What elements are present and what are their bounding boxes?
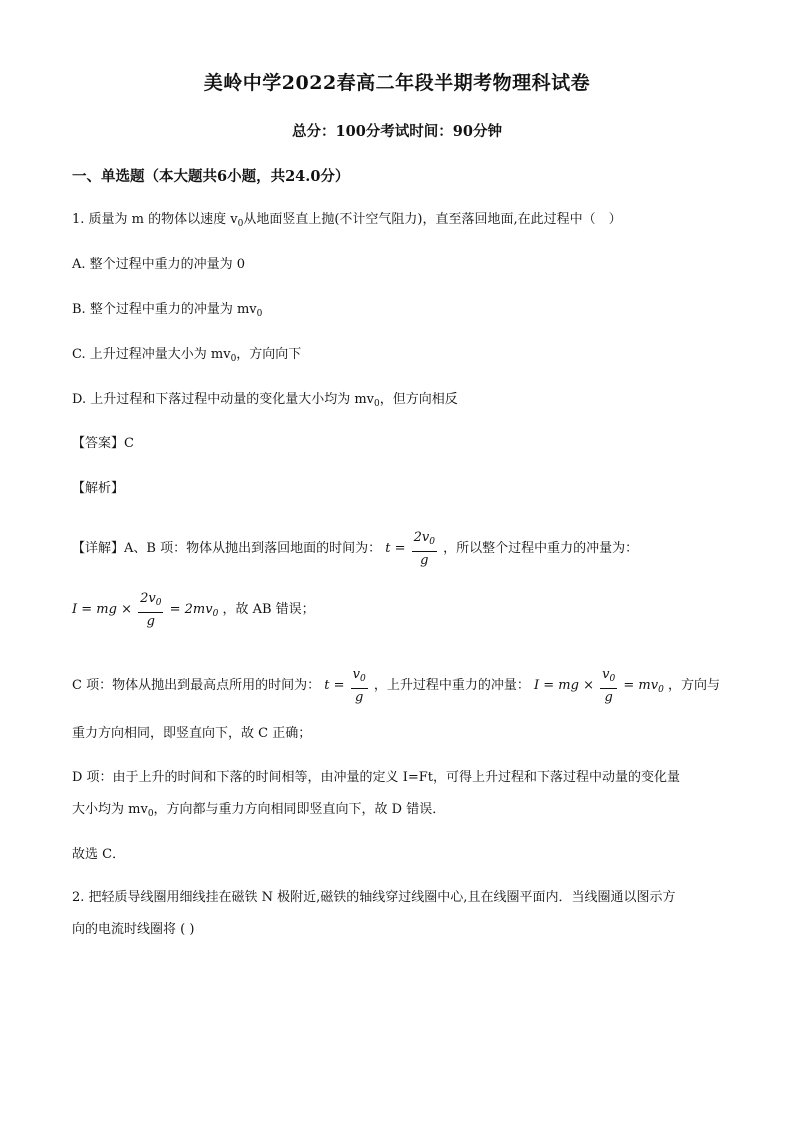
q1-detail-line-1: 【详解】A、B 项：物体从抛出到落回地面的时间为： t = $\frac{2v_0}{g}$ ，所以整个过程中重力的冲量为： [72,529,639,568]
fraction-v0-over-g: $\frac{v_0}{g}$ [352,666,366,705]
q1-conclusion: 故选 C． [72,847,126,862]
q1-c-line-2: 重力方向相同，即竖直向下，故 C 正确； [72,726,312,741]
q1-d-line-2: 大小均为 $mv_0$，方向都与重力方向相同即竖直向下，故 D 错误． [72,802,446,819]
q1-c-line-1: C 项：物体从抛出到最高点所用的时间为： t = $\frac{v_0}{g}$ ，上升过程中重力的冲量： I = mg × $\frac{v_0}{g}$ = $mv_0$ ，方向与 [72,666,720,705]
impulse-up-formula: I = mg × $\frac{v_0}{g}$ = $mv_0$ [534,666,664,705]
time-top-formula: t = $\frac{v_0}{g}$ [324,666,366,705]
q1-d-line-1: D 项：由于上升的时间和下落的时间相等，由冲量的定义 I=Ft，可得上升过程和下落过程中动量的变化量 [72,770,680,785]
impulse-formula: I = mg × $\frac{2v_0}{g}$ = $2mv_0$ [72,590,219,629]
q2-line-1: 2. 把轻质导线圈用细线挂在磁铁 N 极附近,磁铁的轴线穿过线圈中心,且在线圈平面内．当线圈通以图示方 [72,890,676,905]
q2-line-2: 向的电流时线圈将 ( ) [72,922,195,937]
fraction-v0-over-g-2: $\frac{v_0}{g}$ [602,666,616,705]
q1-analysis-label: 【解析】 [72,481,125,496]
exam-title: 美岭中学2022春高二年段半期考物理科试卷 [203,72,591,94]
q1-option-d: D. 上升过程和下落过程中动量的变化量大小均为 $mv_0$，但方向相反 [72,392,458,409]
time-formula: t = $\frac{2v_0}{g}$ [385,529,435,568]
q1-answer: 【答案】C [72,436,134,451]
q1-option-c: C. 上升过程冲量大小为 $mv_0$，方向向下 [72,347,302,364]
exam-subtitle: 总分：100分考试时间：90分钟 [292,123,502,140]
q1-detail-line-2: I = mg × $\frac{2v_0}{g}$ = $2mv_0$ ，故 AB 错误； [72,590,315,629]
fraction-2v0-over-g-2: $\frac{2v_0}{g}$ [140,590,162,629]
fraction-2v0-over-g: $\frac{2v_0}{g}$ [413,529,435,568]
q1-option-b: B. 整个过程中重力的冲量为 $mv_0$ [72,302,263,319]
q1-stem: 1. 质量为 m 的物体以速度 $v_0$从地面竖直上抛(不计空气阻力)，直至落回地面,在此过程中（ ） [72,212,622,229]
section-heading: 一、单选题（本大题共6小题，共24.0分） [72,168,350,185]
q1-option-a: A. 整个过程中重力的冲量为 0 [72,257,246,272]
